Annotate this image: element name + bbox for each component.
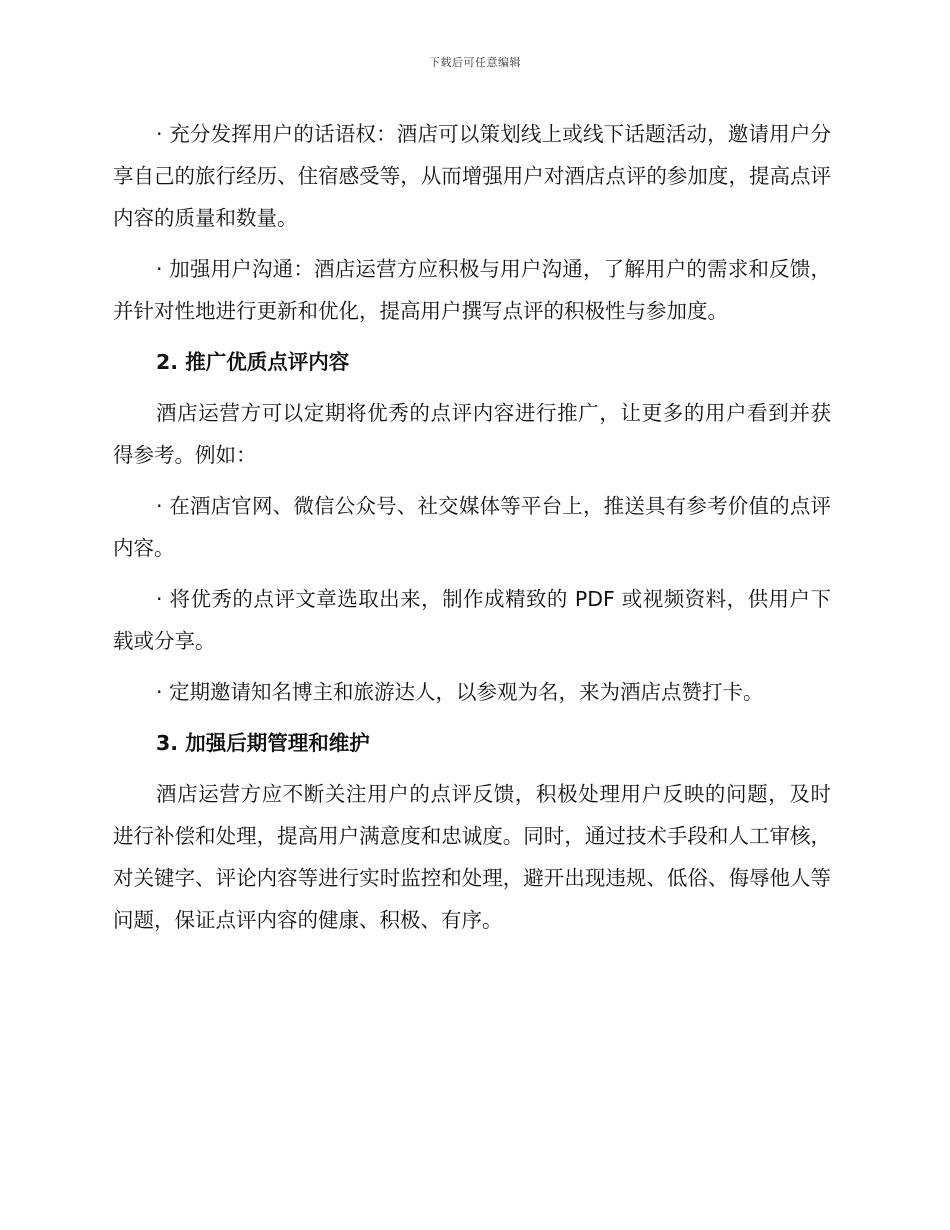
document-body [113, 113, 831, 950]
body-paragraph: 酒店运营方应不断关注用户的点评反馈，积极处理用户反映的问题，及时进行补偿和处理，提高用户满意度和忠诚度。同时，通过技术手段和人工审核，对关键字、评论内容等进行实时监控和处理，避开出现违规、低俗、侮辱他人等问题，保证点评内容的健康、积极、有序。 [113, 782, 831, 932]
bullet-paragraph: · 充分发挥用户的话语权：酒店可以策划线上或线下话题活动，邀请用户分享自己的旅行经历、住宿感受等，从而增强用户对酒店点评的参加度，提高点评内容的质量和数量。 [113, 122, 831, 230]
header-note: 下载后可任意编辑 [429, 56, 521, 69]
bullet-paragraph: · 定期邀请知名博主和旅游达人，以参观为名，来为酒店点赞打卡。 [156, 680, 764, 704]
body-paragraph: 酒店运营方可以定期将优秀的点评内容进行推广，让更多的用户看到并获得参考。例如： [113, 401, 831, 467]
bullet-paragraph: · 将优秀的点评文章选取出来，制作成精致的 PDF 或视频资料，供用户下载或分享。 [113, 587, 831, 653]
section-heading: 3. 加强后期管理和维护 [156, 731, 370, 755]
bullet-paragraph: · 在酒店官网、微信公众号、社交媒体等平台上，推送具有参考价值的点评内容。 [113, 494, 831, 560]
bullet-paragraph: · 加强用户沟通：酒店运营方应积极与用户沟通，了解用户的需求和反馈，并针对性地进行更新和优化，提高用户撰写点评的积极性与参加度。 [113, 257, 831, 323]
section-heading: 2. 推广优质点评内容 [156, 350, 350, 374]
